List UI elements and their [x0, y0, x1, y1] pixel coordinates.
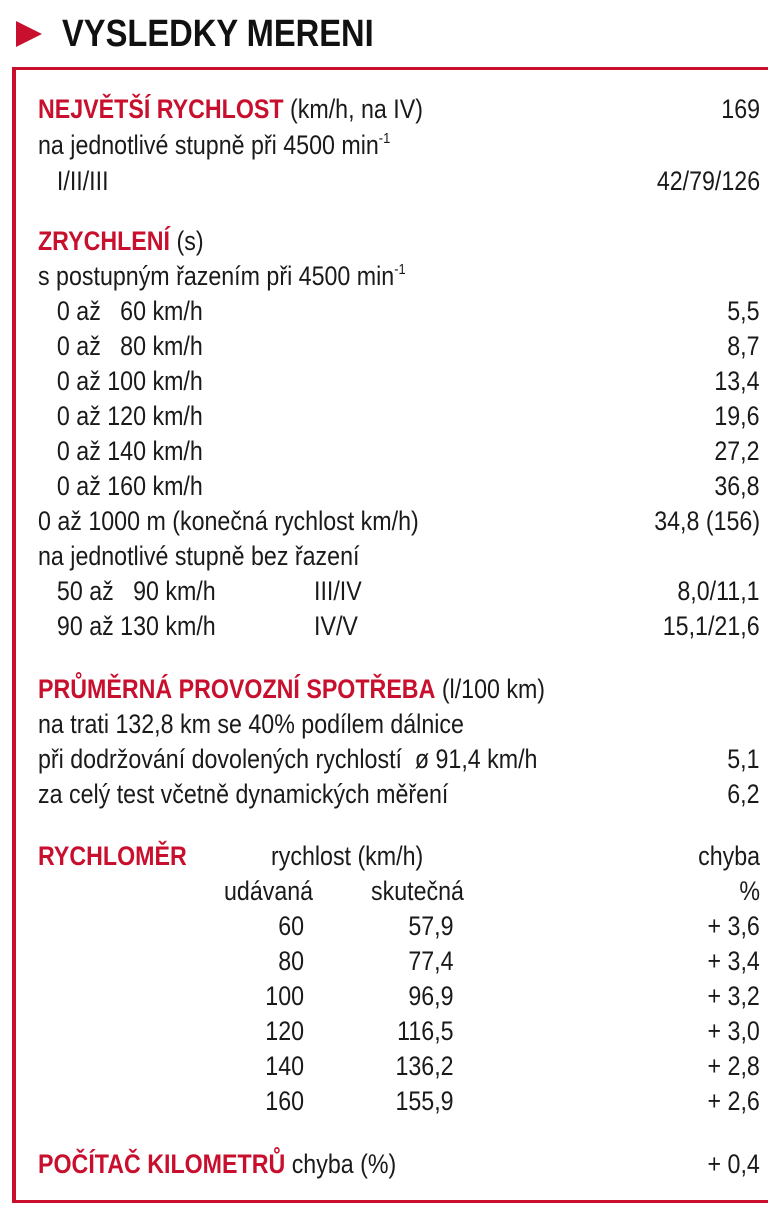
- indicated-value: 60: [278, 911, 304, 941]
- odometer-heading: POČÍTAČ KILOMETRŮ: [38, 1149, 286, 1179]
- results-panel: [12, 67, 768, 1203]
- acceleration-sub-row: [38, 259, 760, 294]
- indicated-value: 120: [265, 1016, 304, 1046]
- acceleration-sub-label: s postupným řazením při 4500 min: [38, 261, 395, 291]
- gear-row-label: 50 až 90 km/h: [56, 576, 216, 606]
- gears-sup: -1: [378, 130, 391, 147]
- acceleration-value: 5,5: [727, 296, 760, 326]
- triangle-bullet-icon: [16, 21, 42, 47]
- consumption-line3: za celý test včetně dynamických měření: [38, 779, 449, 809]
- gears-label-row: [38, 128, 760, 163]
- actual-value: 116,5: [397, 1016, 454, 1046]
- actual-value: 96,9: [408, 981, 454, 1011]
- consumption-line3-row: [38, 777, 760, 812]
- speedometer-row: [38, 909, 760, 944]
- acceleration-row: [38, 469, 760, 504]
- col-actual: skutečná: [371, 876, 464, 906]
- page-title: VYSLEDKY MERENI: [62, 12, 374, 55]
- km-value: 34,8 (156): [654, 506, 760, 536]
- acceleration-label: 0 až 100 km/h: [56, 366, 203, 396]
- actual-value: 136,2: [395, 1051, 454, 1081]
- gear-row: [38, 609, 760, 644]
- consumption-line2: při dodržování dovolených rychlostí ø 91,4 km/h: [38, 744, 538, 774]
- consumption-line1-row: [38, 707, 760, 742]
- top-speed-heading: NEJVĚTŠÍ RYCHLOST: [38, 94, 284, 124]
- gear-row-gears: IV/V: [314, 611, 358, 641]
- error-value: + 2,6: [707, 1086, 760, 1116]
- acceleration-row: [38, 294, 760, 329]
- indicated-value: 140: [265, 1051, 304, 1081]
- acceleration-label: 0 až 60 km/h: [56, 296, 203, 326]
- speedometer-row: [38, 1049, 760, 1084]
- error-value: + 3,4: [707, 946, 760, 976]
- gear-label: na jednotlivé stupně bez řazení: [38, 541, 360, 571]
- speedometer-heading: RYCHLOMĚR: [38, 841, 187, 871]
- gears-name: I/II/III: [56, 166, 109, 196]
- km-row: [38, 504, 760, 539]
- actual-value: 77,4: [408, 946, 454, 976]
- acceleration-row: [38, 399, 760, 434]
- acceleration-sub-sup: -1: [394, 261, 406, 278]
- indicated-value: 100: [265, 981, 304, 1011]
- acceleration-value: 13,4: [714, 366, 760, 396]
- acceleration-row: [38, 434, 760, 469]
- acceleration-row: [38, 364, 760, 399]
- km-label: 0 až 1000 m (konečná rychlost km/h): [38, 506, 419, 536]
- speedometer-row: [38, 1014, 760, 1049]
- top-speed-value: 169: [721, 94, 760, 124]
- consumption-line3-value: 6,2: [727, 779, 760, 809]
- gear-row-gears: III/IV: [314, 576, 362, 606]
- acceleration-value: 19,6: [714, 401, 760, 431]
- indicated-value: 160: [265, 1086, 304, 1116]
- consumption-heading: PRŮMĚRNÁ PROVOZNÍ SPOTŘEBA: [38, 674, 436, 704]
- gear-row-label: 90 až 130 km/h: [56, 611, 216, 641]
- speedometer-row: [38, 944, 760, 979]
- consumption-unit: (l/100 km): [441, 674, 546, 704]
- gear-row-value: 8,0/11,1: [677, 576, 760, 606]
- acceleration-value: 27,2: [714, 436, 760, 466]
- error-value: + 3,0: [707, 1016, 760, 1046]
- header: [16, 8, 424, 60]
- error-value: + 3,6: [707, 911, 760, 941]
- consumption-line2-value: 5,1: [727, 744, 760, 774]
- speedometer-heading-row: [38, 839, 760, 874]
- gears-label: na jednotlivé stupně při 4500 min: [38, 130, 379, 160]
- gear-label-row: [38, 539, 760, 574]
- speedometer-row: [38, 1084, 760, 1119]
- actual-value: 155,9: [395, 1086, 454, 1116]
- acceleration-label: 0 až 120 km/h: [56, 401, 203, 431]
- col-indicated: udávaná: [224, 876, 314, 906]
- actual-value: 57,9: [408, 911, 454, 941]
- odometer-label: chyba (%): [291, 1149, 397, 1179]
- indicated-value: 80: [278, 946, 304, 976]
- col-percent: %: [739, 876, 760, 906]
- gears-value: 42/79/126: [656, 166, 760, 196]
- acceleration-label: 0 až 140 km/h: [56, 436, 203, 466]
- acceleration-label: 0 až 160 km/h: [56, 471, 203, 501]
- speedometer-row: [38, 979, 760, 1014]
- acceleration-label: 0 až 80 km/h: [56, 331, 203, 361]
- gear-row-value: 15,1/21,6: [663, 611, 760, 641]
- acceleration-heading-row: [38, 224, 760, 259]
- error-value: + 3,2: [707, 981, 760, 1011]
- top-speed-unit: (km/h, na IV): [290, 94, 423, 124]
- acceleration-row: [38, 329, 760, 364]
- gear-row: [38, 574, 760, 609]
- acceleration-heading: ZRYCHLENÍ: [38, 226, 171, 256]
- consumption-line1: na trati 132,8 km se 40% podílem dálnice: [38, 709, 464, 739]
- acceleration-value: 8,7: [727, 331, 760, 361]
- consumption-heading-row: [38, 672, 760, 707]
- error-header: chyba: [698, 841, 760, 871]
- gears-row: [38, 164, 760, 199]
- error-value: + 2,8: [707, 1051, 760, 1081]
- speed-header: rychlost (km/h): [271, 841, 424, 871]
- acceleration-unit: (s): [176, 226, 204, 256]
- consumption-line2-row: [38, 742, 760, 777]
- odometer-value: + 0,4: [707, 1149, 760, 1179]
- odometer-row: [38, 1147, 760, 1182]
- top-speed-row: [38, 92, 760, 127]
- speedometer-columns-row: [38, 874, 760, 909]
- acceleration-value: 36,8: [714, 471, 760, 501]
